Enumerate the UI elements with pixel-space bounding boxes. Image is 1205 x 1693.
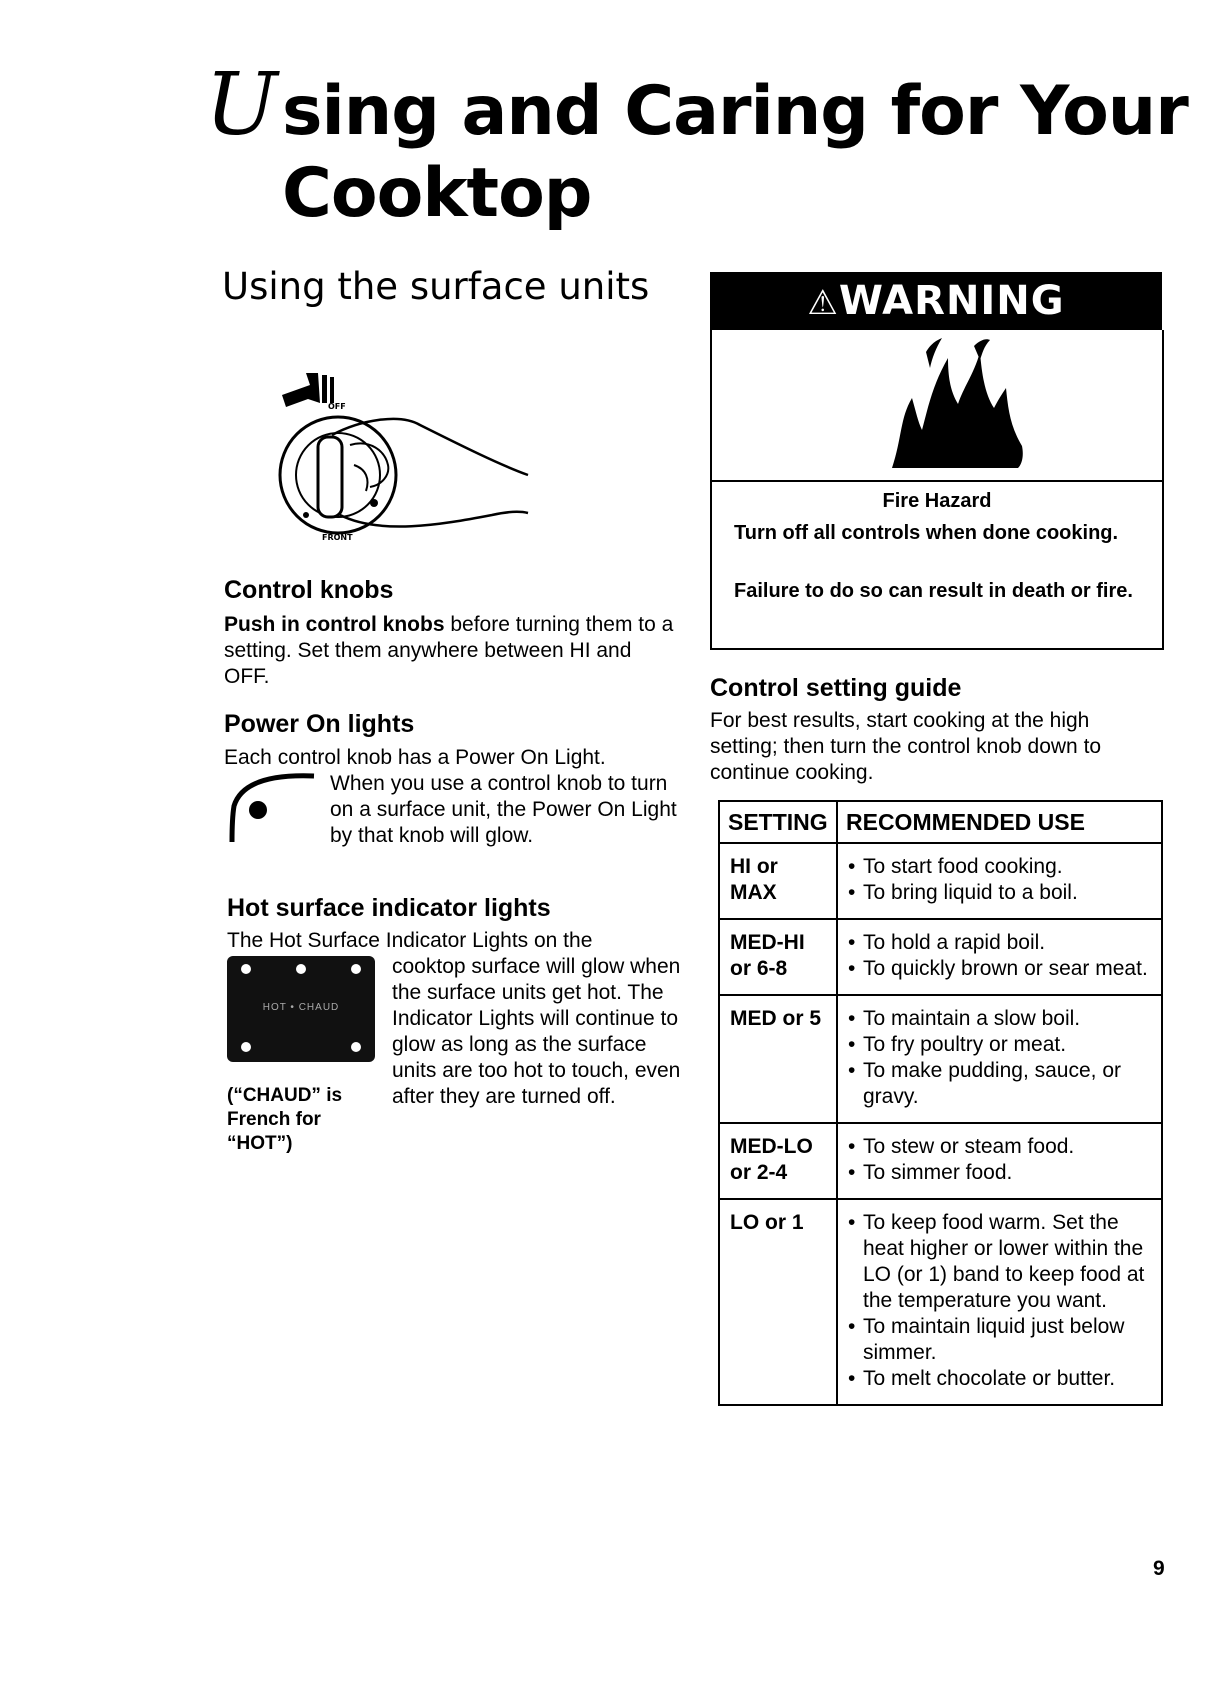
setting-cell: LO or 1 <box>719 1199 837 1405</box>
chaud-note: (“CHAUD” is French for “HOT”) <box>227 1085 343 1154</box>
table-row <box>719 1199 1162 1405</box>
warning-line1: Turn off all controls when done cooking. <box>734 522 1119 544</box>
use-item: • To make pudding, sauce, or gravy. <box>848 1058 1153 1110</box>
page-title-line1: sing and Caring for Your <box>282 72 1188 151</box>
use-item: • To hold a rapid boil. <box>848 930 1153 956</box>
power-on-intro: Each control knob has a Power On Light. <box>224 746 606 769</box>
column-header-setting: SETTING <box>719 801 837 843</box>
setting-cell: MED or 5 <box>719 995 837 1123</box>
warning-box <box>710 330 1164 650</box>
page-number: 9 <box>1153 1557 1165 1580</box>
warning-line2: Failure to do so can result in death or fire. <box>734 580 1133 602</box>
indicator-light-icon <box>241 964 251 974</box>
use-cell <box>837 1199 1162 1405</box>
use-cell <box>837 843 1162 919</box>
hot-surface-heading: Hot surface indicator lights <box>227 894 551 922</box>
hot-surface-indicator-panel <box>227 956 375 1062</box>
control-knob-illustration <box>270 365 570 565</box>
control-knobs-text <box>224 612 679 690</box>
power-on-heading: Power On lights <box>224 710 415 738</box>
control-setting-table <box>718 800 1163 1406</box>
use-item: • To simmer food. <box>848 1160 1153 1186</box>
use-cell <box>837 919 1162 995</box>
power-on-text: When you use a control knob to turn on a surface unit, the Power On Light by that knob will glow. <box>330 772 677 847</box>
indicator-light-icon <box>241 1042 251 1052</box>
section-title: Using the surface units <box>222 265 650 308</box>
setting-cell: MED-HI or 6-8 <box>719 919 837 995</box>
control-knobs-bold-lead: Push in control knobs <box>224 613 445 636</box>
title-drop-cap: U <box>205 55 276 155</box>
indicator-light-icon <box>351 1042 361 1052</box>
use-item: • To melt chocolate or butter. <box>848 1366 1153 1392</box>
warning-label: WARNING <box>838 278 1065 324</box>
control-knobs-heading: Control knobs <box>224 576 394 604</box>
hot-surface-intro: The Hot Surface Indicator Lights on the <box>227 929 593 952</box>
warning-triangle-icon: ⚠ <box>807 283 839 323</box>
use-item: • To fry poultry or meat. <box>848 1032 1153 1058</box>
use-item: • To quickly brown or sear meat. <box>848 956 1153 982</box>
warning-banner <box>710 272 1162 330</box>
knob-front-label: FRONT <box>322 533 353 542</box>
setting-cell: HI or MAX <box>719 843 837 919</box>
power-on-light-icon <box>224 772 316 844</box>
indicator-panel-label: HOT • CHAUD <box>262 1002 340 1013</box>
page-title-line2: Cooktop <box>282 154 592 233</box>
use-cell <box>837 995 1162 1123</box>
use-item: • To keep food warm. Set the heat higher or lower within the LO (or 1) band to keep food at the temperature you want. <box>848 1210 1153 1314</box>
use-cell <box>837 1123 1162 1199</box>
use-item: • To bring liquid to a boil. <box>848 880 1153 906</box>
use-item: • To stew or steam food. <box>848 1134 1153 1160</box>
use-item: • To maintain a slow boil. <box>848 1006 1153 1032</box>
guide-heading: Control setting guide <box>710 674 962 702</box>
table-row <box>719 1123 1162 1199</box>
svg-text:OFF: OFF <box>328 402 346 411</box>
table-row <box>719 919 1162 995</box>
indicator-light-icon <box>296 964 306 974</box>
guide-intro: For best results, start cooking at the high setting; then turn the control knob down to continue cooking. <box>710 709 1102 784</box>
push-arrow-icon <box>282 373 334 407</box>
table-header-row <box>719 801 1162 843</box>
use-item: • To start food cooking. <box>848 854 1153 880</box>
hot-surface-text: cooktop surface will glow when the surface units get hot. The Indicator Lights will continue to glow as long as the surface units are too hot to touch, even after they are turned off. <box>392 955 681 1108</box>
warning-divider <box>712 480 1162 482</box>
control-knobs-body: before turning them to a setting. Set them anywhere between HI and OFF. <box>224 613 674 688</box>
use-item: • To maintain liquid just below simmer. <box>848 1314 1153 1366</box>
indicator-light-icon <box>351 964 361 974</box>
table-row <box>719 843 1162 919</box>
warning-hazard: Fire Hazard <box>882 490 992 512</box>
table-row <box>719 995 1162 1123</box>
column-header-recommended-use: RECOMMENDED USE <box>837 801 1162 843</box>
fire-hazard-icon <box>882 338 1032 476</box>
setting-cell: MED-LO or 2-4 <box>719 1123 837 1199</box>
